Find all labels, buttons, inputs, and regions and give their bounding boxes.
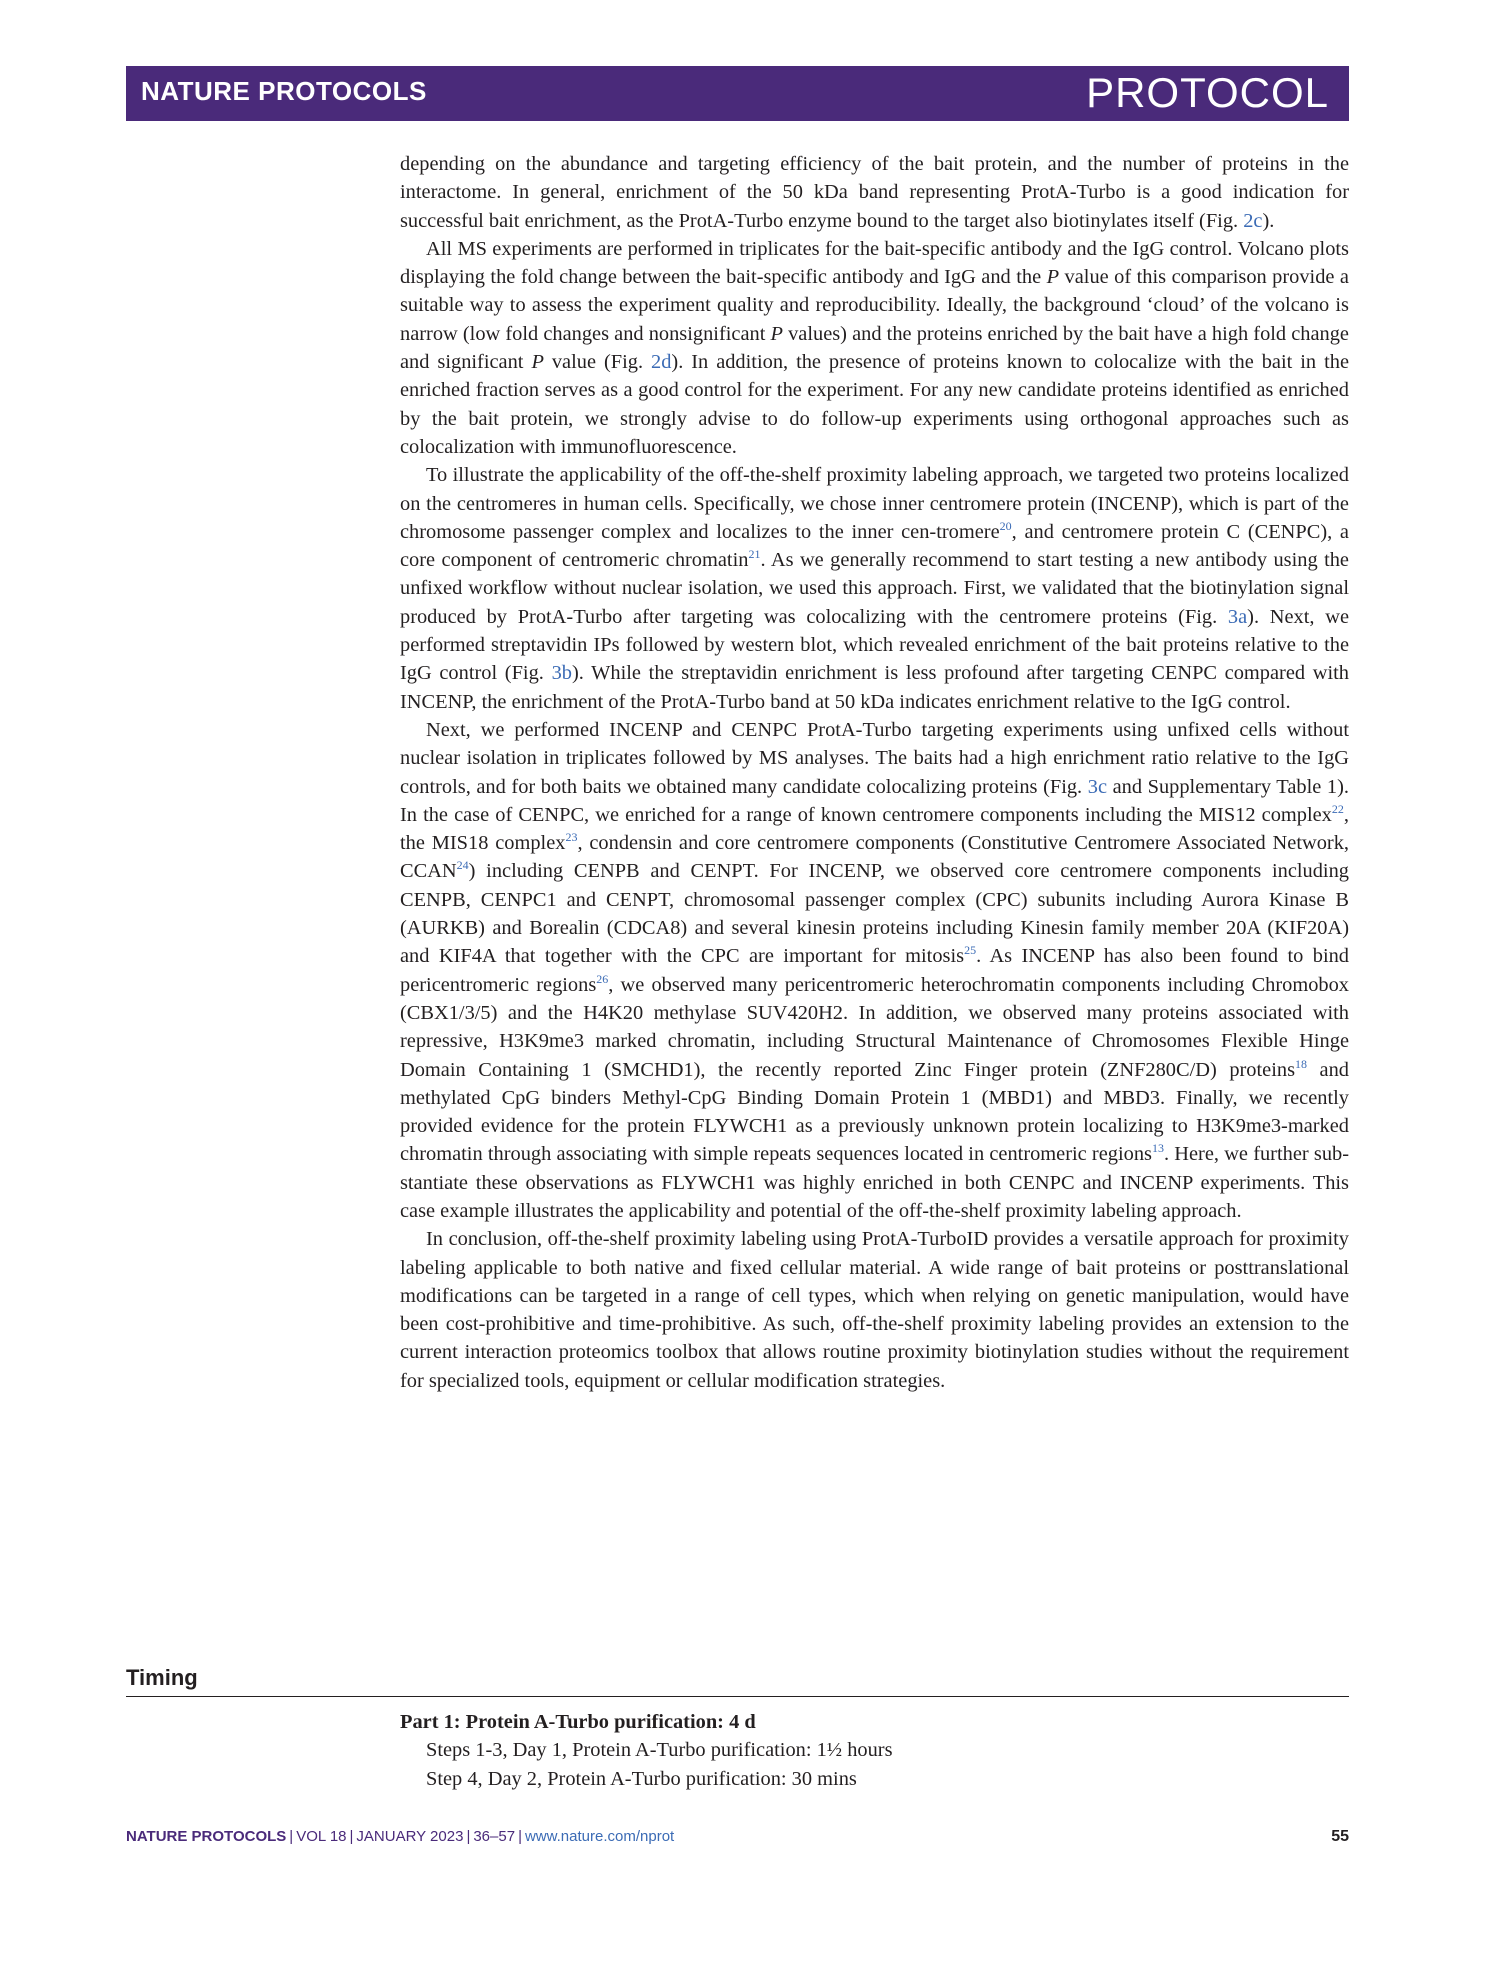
section-label: PROTOCOL — [1086, 69, 1329, 116]
timing-heading: Timing — [126, 1665, 198, 1690]
header-banner — [126, 66, 1349, 121]
figure-link-3b[interactable]: 3b — [551, 662, 572, 685]
citation-link[interactable]: 25 — [964, 943, 977, 958]
citation-link[interactable]: 22 — [1331, 802, 1344, 817]
page-footer: NATURE PROTOCOLS | VOL 18 | JANUARY 2023 | 36–57 | www.nature.com/nprot 55 — [126, 1828, 1349, 1845]
figure-link-2c[interactable]: 2c — [1243, 209, 1263, 232]
footer-volume: VOL 18 — [296, 1828, 347, 1845]
paragraph-5: In conclusion, off-the-shelf proximity labeling using ProtA-TurboID provides a versatile approach for proximity labeling applicable to both native and fixed cellular material. A wide range of bait proteins or posttranslational modifications can be targeted in a range of cell types, which when relying on genetic manipulation, would have been cost-prohibitive and time-prohibitive. As such, off-the-shelf proximity labeling provides an extension to the current interaction proteomics toolbox that allows routine proximity biotinylation studies without the requirement for specialized tools, equipment or cellular modification strategies. — [400, 1228, 1349, 1392]
paragraph-2: All MS experiments are performed in triplicates for the bait-specific antibody and the IgG control. Volcano plots displaying the fold change between the bait-specific antibody and IgG and the P value of this comparison provide a suitable way to assess the experiment quality and reproducibility. Ideally, the background ‘cloud’ of the volcano is narrow (low fold changes and nonsignificant P values) and the proteins enriched by the bait have a high fold change and significant P value (Fig. 2d). In addition, the presence of proteins known to colocalize with the bait in the enriched fraction serves as a good control for the experiment. For any new candidate proteins identified as enriched by the bait protein, we strongly advise to do follow-up experiments using orthogonal approaches such as colocalization with immunofluorescence. — [400, 237, 1349, 458]
citation-link[interactable]: 20 — [999, 519, 1012, 534]
citation-link[interactable]: 23 — [565, 830, 578, 845]
citation-link[interactable]: 21 — [748, 547, 761, 562]
figure-link-3c[interactable]: 3c — [1087, 775, 1107, 798]
figure-link-3a[interactable]: 3a — [1227, 605, 1248, 628]
paragraph-4: Next, we performed INCENP and CENPC ProtA-Turbo targeting experiments using unfixed cells without nuclear isolation in triplicates followed by MS analyses. The baits had a high enrichment ratio relative to the IgG controls, and for both baits we obtained many candidate colocalizing proteins (Fig. 3c and Supplementary Table 1). In the case of CENPC, we enriched for a range of known centromere components including the MIS12 complex$^{22}$, the MIS18 complex$^{23}$, condensin and core centromere components (Constitutive Centromere Associated Network, CCAN$^{24}$) including CENPB and CENPT. For INCENP, we observed core centromere components including CENPB, CENPC1 and CENPT, chromosomal passenger complex (CPC) subunits including Aurora Kinase B (AURKB) and Borealin (CDCA8) and several kinesin proteins including Kinesin family member 20A (KIF20A) and KIF4A that together with the CPC are important for mitosis$^{25}$. As INCENP has also been found to bind pericentromeric regions$^{26}$, we observed many pericentromeric heterochromatin components including Chromobox (CBX1/3/5) and the H4K20 methylase SUV420H2. In addition, we observed many proteins associated with repressive, H3K9me3 marked chromatin, including Structural Maintenance of Chromosomes Flexible Hinge Domain Containing 1 (SMCHD1), the recently reported Zinc Finger protein (ZNF280C/D) proteins$^{18}$ and methylated CpG binders Methyl-CpG Binding Domain Protein 1 (MBD1) and MBD3. Finally, we recently provided evidence for the protein FLYWCH1 as a previously unknown protein localizing to H3K9me3-marked chromatin through associating with simple repeats sequences located in centromeric regions$^{13}$. Here, we further sub-stantiate these observations as FLYWCH1 was highly enriched in both CENPC and INCENP experiments. This case example illustrates the applicability and potential of the off-the-shelf proximity labeling approach. — [400, 718, 1350, 1222]
timing-part-title: Part 1: Protein A-Turbo purification: 4 d — [400, 1711, 756, 1733]
section-divider — [126, 1696, 1349, 1697]
timing-step: Step 4, Day 2, Protein A-Turbo purification: 30 mins — [426, 1767, 857, 1790]
timing-section — [400, 1708, 1349, 1793]
page-number: 55 — [1331, 1828, 1349, 1845]
paragraph-3: To illustrate the applicability of the off-the-shelf proximity labeling approach, we targeted two proteins localized on the centromeres in human cells. Specifically, we chose inner centromere protein (INCENP), which is part of the chromosome passenger complex and localizes to the inner cen-tromere$^{20}$, and centromere protein C (CENPC), a core component of centromeric chromatin$^{21}$. As we generally recommend to start testing a new antibody using the unfixed workflow without nuclear isolation, we used this approach. First, we validated that the biotinylation signal produced by ProtA-Turbo after targeting was colocalizing with the centromere proteins (Fig. 3a). Next, we performed streptavidin IPs followed by western blot, which revealed enrichment of the bait proteins relative to the IgG control (Fig. 3b). While the streptavidin enrichment is less profound after targeting CENPC compared with INCENP, the enrichment of the ProtA-Turbo band at 50 kDa indicates enrichment relative to the IgG control. — [400, 464, 1350, 713]
paragraph-1: depending on the abundance and targeting efficiency of the bait protein, and the number of proteins in the interactome. In general, enrichment of the 50 kDa band representing ProtA-Turbo is a good indication for successful bait enrichment, as the ProtA-Turbo enzyme bound to the target also biotinylates itself (Fig. 2c). — [400, 153, 1349, 232]
footer-pages: 36–57 — [473, 1828, 516, 1845]
citation-link[interactable]: 18 — [1295, 1056, 1308, 1071]
citation-link[interactable]: 26 — [596, 971, 609, 986]
article-body — [400, 150, 1349, 1395]
citation-link[interactable]: 24 — [456, 858, 469, 873]
journal-name: NATURE PROTOCOLS — [141, 76, 427, 106]
footer-url-link[interactable]: www.nature.com/nprot — [524, 1828, 675, 1845]
timing-step: Steps 1-3, Day 1, Protein A-Turbo purification: 1½ hours — [426, 1739, 893, 1762]
citation-link[interactable]: 13 — [1151, 1141, 1164, 1156]
figure-link-2d[interactable]: 2d — [651, 351, 672, 374]
footer-journal: NATURE PROTOCOLS — [126, 1828, 287, 1845]
footer-date: JANUARY 2023 — [356, 1828, 464, 1845]
